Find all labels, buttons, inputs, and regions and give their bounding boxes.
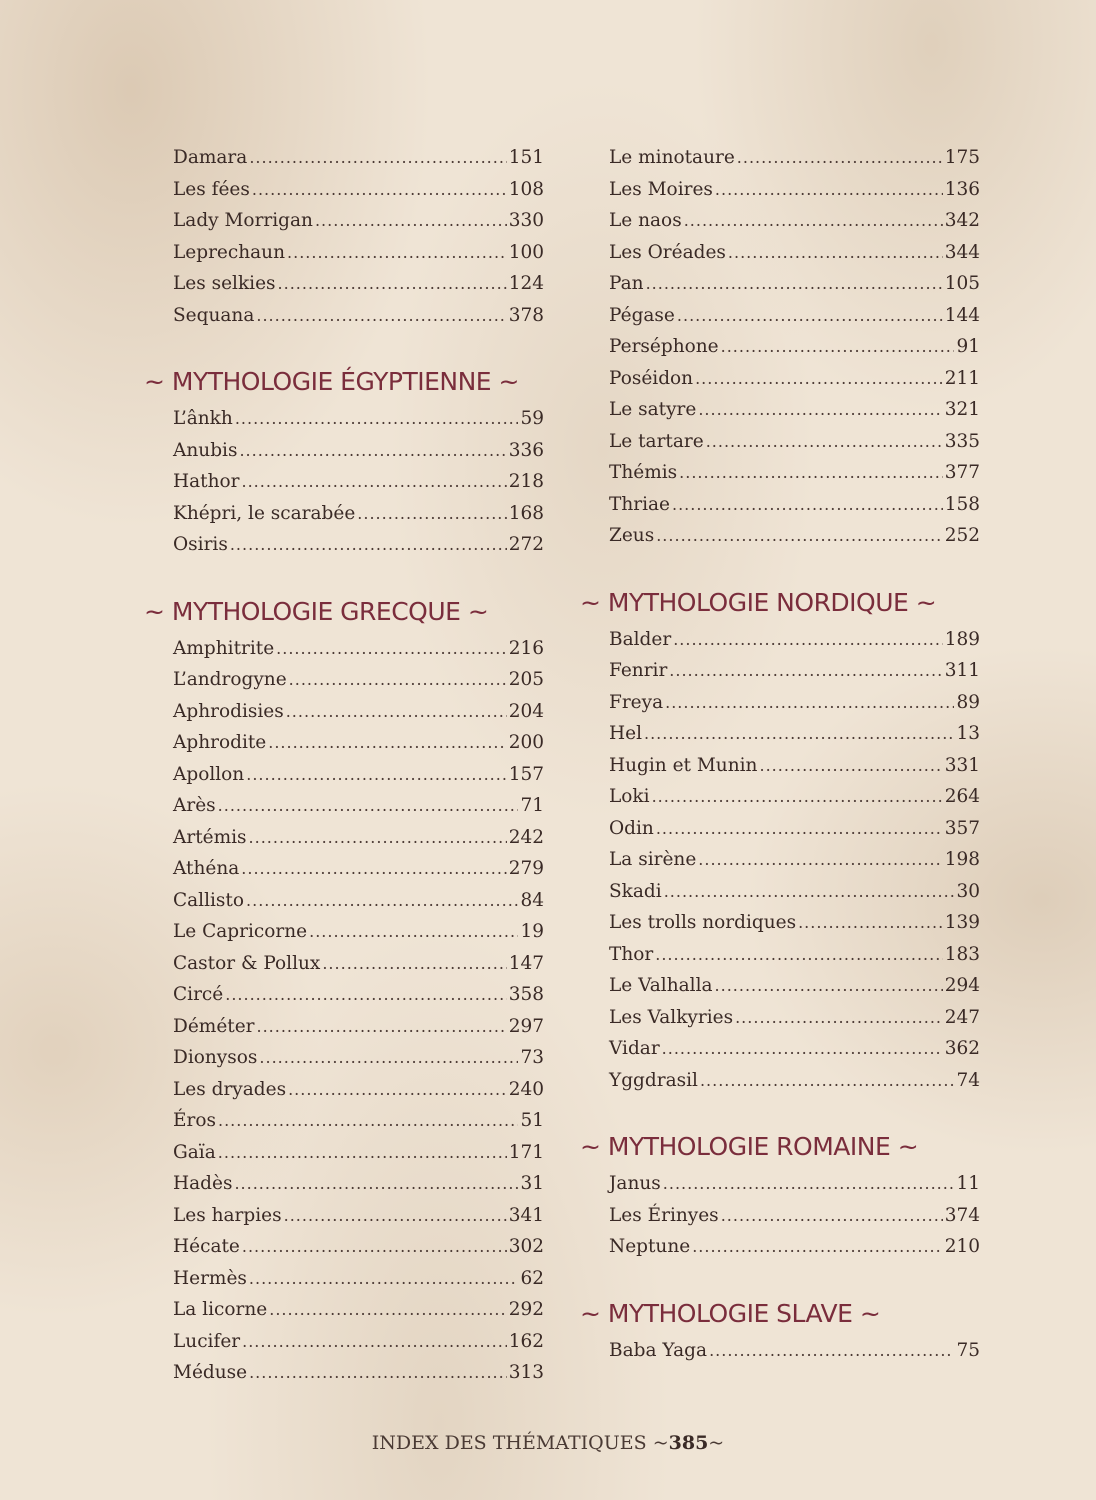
section-spacer bbox=[144, 561, 544, 589]
entry-label: Dionysos bbox=[173, 1047, 258, 1068]
section-spacer bbox=[580, 1096, 980, 1124]
entry-label: Anubis bbox=[173, 439, 238, 461]
entry-page-number: 91 bbox=[956, 336, 980, 357]
leader-dots bbox=[225, 979, 506, 1011]
leader-dots bbox=[288, 1074, 507, 1106]
entry-label: Les dryades bbox=[173, 1078, 287, 1100]
entry-label: Balder bbox=[609, 628, 672, 650]
leader-dots bbox=[259, 1042, 518, 1074]
leader-dots bbox=[695, 363, 943, 395]
leader-dots bbox=[646, 268, 943, 300]
entry-page-number: 330 bbox=[508, 210, 544, 231]
leader-dots bbox=[230, 529, 507, 561]
entry-page-number: 302 bbox=[508, 1236, 544, 1257]
entry-page-number: 198 bbox=[944, 849, 980, 870]
index-entry bbox=[580, 1231, 980, 1263]
entry-page-number: 311 bbox=[944, 660, 980, 681]
leader-dots bbox=[249, 822, 507, 854]
index-entry bbox=[144, 1326, 544, 1358]
entry-page-number: 168 bbox=[508, 502, 544, 524]
leader-dots bbox=[269, 1294, 506, 1326]
entry-label: Perséphone bbox=[609, 336, 719, 357]
leader-dots bbox=[284, 1200, 507, 1232]
entry-page-number: 272 bbox=[508, 534, 544, 555]
entry-page-number: 358 bbox=[508, 984, 544, 1005]
leader-dots bbox=[257, 1011, 507, 1043]
index-entry bbox=[580, 876, 980, 908]
leader-dots bbox=[357, 498, 506, 530]
page-footer bbox=[0, 1432, 1096, 1454]
entry-label: Loki bbox=[609, 786, 650, 807]
index-entry bbox=[580, 813, 980, 845]
entry-page-number: 336 bbox=[508, 439, 544, 461]
entry-page-number: 297 bbox=[508, 1015, 544, 1037]
index-entry bbox=[580, 1200, 980, 1232]
entry-page-number: 144 bbox=[944, 304, 980, 326]
leader-dots bbox=[737, 142, 943, 174]
entry-page-number: 147 bbox=[508, 952, 544, 974]
entry-label: Hel bbox=[609, 723, 642, 744]
entry-page-number: 240 bbox=[508, 1078, 544, 1100]
index-entry bbox=[580, 205, 980, 237]
leader-dots bbox=[242, 1326, 507, 1358]
index-entry bbox=[144, 948, 544, 980]
index-entry bbox=[144, 790, 544, 822]
leader-dots bbox=[679, 457, 943, 489]
index-entry bbox=[144, 1137, 544, 1169]
leader-dots bbox=[242, 466, 507, 498]
leader-dots bbox=[698, 844, 942, 876]
index-entry bbox=[144, 727, 544, 759]
entry-label: Déméter bbox=[173, 1015, 255, 1037]
entry-page-number: 183 bbox=[944, 943, 980, 965]
index-entry bbox=[144, 403, 544, 435]
entry-page-number: 341 bbox=[508, 1204, 544, 1226]
entry-page-number: 342 bbox=[944, 210, 980, 231]
entry-page-number: 13 bbox=[956, 723, 980, 744]
index-entry bbox=[144, 174, 544, 206]
index-entry bbox=[144, 664, 544, 696]
index-entry bbox=[144, 466, 544, 498]
index-entry bbox=[144, 1105, 544, 1137]
entry-label: Les trolls nordiques bbox=[609, 912, 797, 933]
index-entry bbox=[580, 907, 980, 939]
entry-label: L’androgyne bbox=[173, 669, 287, 690]
entry-label: L’ânkh bbox=[173, 408, 233, 429]
leader-dots bbox=[234, 1168, 518, 1200]
entry-label: Les Moires bbox=[609, 178, 713, 200]
leader-dots bbox=[249, 1263, 519, 1295]
leader-dots bbox=[268, 727, 506, 759]
leader-dots bbox=[721, 1200, 943, 1232]
leader-dots bbox=[664, 876, 955, 908]
entry-label: Le Valhalla bbox=[609, 975, 713, 996]
section-heading: ~ MYTHOLOGIE ÉGYPTIENNE ~ bbox=[144, 367, 519, 396]
entry-label: Castor & Pollux bbox=[173, 952, 321, 974]
leader-dots bbox=[706, 426, 943, 458]
entry-label: Les selkies bbox=[173, 273, 276, 294]
leader-dots bbox=[715, 174, 943, 206]
index-entry bbox=[580, 300, 980, 332]
entry-label: Aphrodisies bbox=[173, 700, 284, 722]
entry-page-number: 362 bbox=[944, 1038, 980, 1059]
leader-dots bbox=[662, 1033, 943, 1065]
entry-label: Athéna bbox=[173, 858, 240, 879]
entry-page-number: 75 bbox=[956, 1339, 980, 1361]
entry-page-number: 211 bbox=[944, 367, 980, 389]
index-entry bbox=[580, 970, 980, 1002]
leader-dots bbox=[249, 1357, 507, 1389]
index-entry bbox=[144, 1231, 544, 1263]
entry-page-number: 200 bbox=[508, 732, 544, 753]
leader-dots bbox=[692, 1231, 942, 1263]
index-entry bbox=[580, 520, 980, 552]
entry-page-number: 19 bbox=[520, 921, 544, 942]
leader-dots bbox=[759, 750, 942, 782]
index-entry bbox=[144, 1357, 544, 1389]
entry-page-number: 210 bbox=[944, 1236, 980, 1257]
entry-label: Baba Yaga bbox=[609, 1339, 708, 1361]
entry-label: Janus bbox=[609, 1173, 661, 1194]
entry-page-number: 59 bbox=[520, 408, 544, 429]
entry-page-number: 321 bbox=[944, 399, 980, 420]
entry-page-number: 124 bbox=[508, 273, 544, 294]
section-heading: ~ MYTHOLOGIE ROMAINE ~ bbox=[580, 1132, 919, 1161]
index-entry bbox=[144, 1200, 544, 1232]
entry-label: Les Érinyes bbox=[609, 1204, 719, 1226]
index-entry bbox=[144, 696, 544, 728]
entry-label: Skadi bbox=[609, 880, 662, 902]
index-entry bbox=[580, 624, 980, 656]
footer-tilde-right: ~ bbox=[708, 1432, 725, 1454]
index-entry bbox=[144, 916, 544, 948]
leader-dots bbox=[242, 1231, 507, 1263]
index-entry bbox=[144, 1011, 544, 1043]
entry-page-number: 357 bbox=[944, 817, 980, 839]
entry-page-number: 378 bbox=[508, 304, 544, 326]
entry-page-number: 162 bbox=[508, 1330, 544, 1352]
index-entry bbox=[580, 237, 980, 269]
index-entry bbox=[144, 1042, 544, 1074]
index-entry bbox=[144, 633, 544, 665]
leader-dots bbox=[235, 403, 519, 435]
entry-label: Le satyre bbox=[609, 399, 697, 420]
entry-page-number: 84 bbox=[520, 889, 544, 911]
entry-page-number: 74 bbox=[956, 1069, 980, 1091]
footer-tilde-left: ~ bbox=[652, 1432, 669, 1454]
index-entry bbox=[144, 300, 544, 332]
leader-dots bbox=[276, 633, 507, 665]
leader-dots bbox=[218, 1137, 507, 1169]
entry-page-number: 62 bbox=[520, 1267, 544, 1289]
leader-dots bbox=[218, 790, 519, 822]
entry-label: Les fées bbox=[173, 178, 250, 200]
leader-dots bbox=[700, 1065, 955, 1097]
entry-label: Le minotaure bbox=[609, 147, 735, 168]
index-entry bbox=[580, 1168, 980, 1200]
entry-label: Gaïa bbox=[173, 1141, 216, 1163]
index-entry bbox=[580, 457, 980, 489]
leader-dots bbox=[663, 1168, 955, 1200]
index-entry bbox=[580, 489, 980, 521]
entry-label: Le tartare bbox=[609, 430, 704, 452]
entry-label: Vidar bbox=[609, 1038, 660, 1059]
index-entry bbox=[580, 174, 980, 206]
entry-page-number: 218 bbox=[508, 471, 544, 492]
entry-page-number: 30 bbox=[956, 880, 980, 902]
entry-page-number: 51 bbox=[520, 1110, 544, 1131]
index-entry bbox=[580, 750, 980, 782]
index-entry bbox=[144, 1074, 544, 1106]
entry-label: Yggdrasil bbox=[609, 1069, 698, 1091]
index-entry bbox=[144, 979, 544, 1011]
entry-label: Pégase bbox=[609, 304, 675, 326]
entry-label: Freya bbox=[609, 691, 664, 713]
leader-dots bbox=[728, 237, 943, 269]
entry-page-number: 331 bbox=[944, 754, 980, 776]
section-heading: ~ MYTHOLOGIE SLAVE ~ bbox=[580, 1298, 881, 1328]
entry-label: Hécate bbox=[173, 1236, 240, 1257]
entry-page-number: 377 bbox=[944, 462, 980, 483]
leader-dots bbox=[798, 907, 943, 939]
leader-dots bbox=[309, 916, 518, 948]
section-spacer bbox=[144, 331, 544, 359]
leader-dots bbox=[289, 664, 507, 696]
entry-page-number: 151 bbox=[508, 147, 544, 168]
leader-dots bbox=[652, 781, 943, 813]
index-entry bbox=[144, 1168, 544, 1200]
index-entry bbox=[580, 1335, 980, 1367]
index-entry bbox=[144, 268, 544, 300]
page-number: 385 bbox=[668, 1432, 709, 1454]
entry-label: Les Valkyries bbox=[609, 1006, 734, 1028]
entry-page-number: 189 bbox=[944, 628, 980, 650]
entry-label: Apollon bbox=[173, 763, 245, 785]
entry-label: Les Oréades bbox=[609, 241, 726, 263]
entry-label: Lucifer bbox=[173, 1330, 241, 1352]
leader-dots bbox=[322, 948, 506, 980]
entry-page-number: 247 bbox=[944, 1006, 980, 1028]
leader-dots bbox=[665, 687, 954, 719]
leader-dots bbox=[669, 655, 942, 687]
index-entry bbox=[580, 268, 980, 300]
entry-page-number: 171 bbox=[508, 1141, 544, 1163]
leader-dots bbox=[246, 885, 518, 917]
index-entry bbox=[580, 363, 980, 395]
entry-label: Callisto bbox=[173, 889, 245, 911]
entry-label: La sirène bbox=[609, 849, 697, 870]
leader-dots bbox=[656, 520, 942, 552]
leader-dots bbox=[249, 142, 506, 174]
leader-dots bbox=[677, 300, 943, 332]
section-heading: ~ MYTHOLOGIE NORDIQUE ~ bbox=[580, 587, 937, 617]
entry-page-number: 175 bbox=[944, 147, 980, 168]
entry-page-number: 279 bbox=[508, 858, 544, 879]
entry-label: Circé bbox=[173, 984, 224, 1005]
entry-label: Artémis bbox=[173, 826, 247, 848]
entry-label: Khépri, le scarabée bbox=[173, 502, 356, 524]
index-entry bbox=[144, 853, 544, 885]
entry-label: Leprechaun bbox=[173, 241, 286, 263]
index-entry bbox=[580, 1002, 980, 1034]
leader-dots bbox=[709, 1335, 954, 1367]
leader-dots bbox=[721, 331, 955, 363]
leader-dots bbox=[655, 939, 942, 971]
section-spacer bbox=[580, 552, 980, 580]
leader-dots bbox=[252, 174, 507, 206]
index-entry bbox=[144, 142, 544, 174]
entry-label: Thriae bbox=[609, 493, 670, 515]
index-entry bbox=[580, 655, 980, 687]
footer-title: INDEX DES THÉMATIQUES bbox=[371, 1432, 647, 1454]
leader-dots bbox=[287, 237, 507, 269]
leader-dots bbox=[241, 853, 506, 885]
entry-label: La licorne bbox=[173, 1299, 268, 1320]
leader-dots bbox=[218, 1105, 518, 1137]
entry-label: Zeus bbox=[609, 525, 655, 546]
leader-dots bbox=[656, 813, 943, 845]
index-entry bbox=[580, 394, 980, 426]
entry-page-number: 100 bbox=[508, 241, 544, 263]
entry-label: Poséidon bbox=[609, 367, 694, 389]
entry-page-number: 335 bbox=[944, 430, 980, 452]
leader-dots bbox=[684, 205, 943, 237]
index-entry bbox=[580, 1033, 980, 1065]
entry-page-number: 292 bbox=[508, 1299, 544, 1320]
index-entry bbox=[144, 205, 544, 237]
entry-page-number: 158 bbox=[944, 493, 980, 515]
leader-dots bbox=[286, 696, 507, 728]
entry-label: Hadès bbox=[173, 1173, 233, 1194]
entry-label: Le naos bbox=[609, 210, 682, 231]
leader-dots bbox=[672, 489, 943, 521]
index-entry bbox=[580, 1065, 980, 1097]
entry-page-number: 73 bbox=[520, 1047, 544, 1068]
entry-page-number: 11 bbox=[956, 1173, 980, 1194]
entry-label: Thor bbox=[609, 943, 654, 965]
index-column-left bbox=[144, 142, 544, 1389]
entry-label: Pan bbox=[609, 273, 644, 294]
index-entry bbox=[580, 426, 980, 458]
entry-label: Damara bbox=[173, 147, 248, 168]
section-heading: ~ MYTHOLOGIE GRECQUE ~ bbox=[144, 596, 489, 626]
leader-dots bbox=[278, 268, 507, 300]
entry-label: Les harpies bbox=[173, 1204, 282, 1226]
index-entry bbox=[144, 885, 544, 917]
entry-label: Éros bbox=[173, 1110, 216, 1131]
entry-label: Fenrir bbox=[609, 660, 668, 681]
leader-dots bbox=[644, 718, 954, 750]
index-entry bbox=[580, 844, 980, 876]
leader-dots bbox=[673, 624, 943, 656]
entry-page-number: 252 bbox=[944, 525, 980, 546]
entry-label: Thémis bbox=[609, 462, 678, 483]
index-entry bbox=[580, 939, 980, 971]
entry-label: Arès bbox=[173, 795, 216, 816]
index-column-right bbox=[580, 142, 980, 1366]
entry-page-number: 374 bbox=[944, 1204, 980, 1226]
entry-label: Aphrodite bbox=[173, 732, 267, 753]
leader-dots bbox=[698, 394, 942, 426]
section-spacer bbox=[580, 1263, 980, 1291]
index-entry bbox=[144, 822, 544, 854]
entry-page-number: 71 bbox=[520, 795, 544, 816]
entry-page-number: 105 bbox=[944, 273, 980, 294]
entry-label: Amphitrite bbox=[173, 637, 275, 659]
entry-label: Le Capricorne bbox=[173, 921, 308, 942]
entry-label: Hugin et Munin bbox=[609, 754, 758, 776]
entry-label: Lady Morrigan bbox=[173, 210, 313, 231]
leader-dots bbox=[239, 435, 506, 467]
entry-page-number: 31 bbox=[520, 1173, 544, 1194]
leader-dots bbox=[735, 1002, 943, 1034]
entry-page-number: 264 bbox=[944, 786, 980, 807]
index-entry bbox=[580, 142, 980, 174]
index-entry bbox=[144, 498, 544, 530]
index-entry bbox=[144, 1294, 544, 1326]
entry-page-number: 139 bbox=[944, 912, 980, 933]
entry-page-number: 89 bbox=[956, 691, 980, 713]
entry-label: Odin bbox=[609, 817, 654, 839]
leader-dots bbox=[256, 300, 506, 332]
leader-dots bbox=[315, 205, 507, 237]
entry-page-number: 136 bbox=[944, 178, 980, 200]
entry-page-number: 204 bbox=[508, 700, 544, 722]
index-entry bbox=[580, 718, 980, 750]
index-entry bbox=[144, 1263, 544, 1295]
index-entry bbox=[580, 687, 980, 719]
leader-dots bbox=[246, 759, 506, 791]
entry-page-number: 242 bbox=[508, 826, 544, 848]
entry-label: Osiris bbox=[173, 534, 228, 555]
index-entry bbox=[144, 435, 544, 467]
entry-label: Méduse bbox=[173, 1362, 248, 1383]
leader-dots bbox=[715, 970, 943, 1002]
index-entry bbox=[144, 529, 544, 561]
entry-page-number: 108 bbox=[508, 178, 544, 200]
entry-page-number: 313 bbox=[508, 1362, 544, 1383]
entry-page-number: 294 bbox=[944, 975, 980, 996]
index-entry bbox=[144, 237, 544, 269]
entry-label: Neptune bbox=[609, 1236, 691, 1257]
index-entry bbox=[144, 759, 544, 791]
entry-page-number: 157 bbox=[508, 763, 544, 785]
entry-page-number: 205 bbox=[508, 669, 544, 690]
entry-page-number: 216 bbox=[508, 637, 544, 659]
entry-page-number: 344 bbox=[944, 241, 980, 263]
index-entry bbox=[580, 781, 980, 813]
entry-label: Sequana bbox=[173, 304, 255, 326]
entry-label: Hermès bbox=[173, 1267, 247, 1289]
entry-label: Hathor bbox=[173, 471, 240, 492]
index-entry bbox=[580, 331, 980, 363]
